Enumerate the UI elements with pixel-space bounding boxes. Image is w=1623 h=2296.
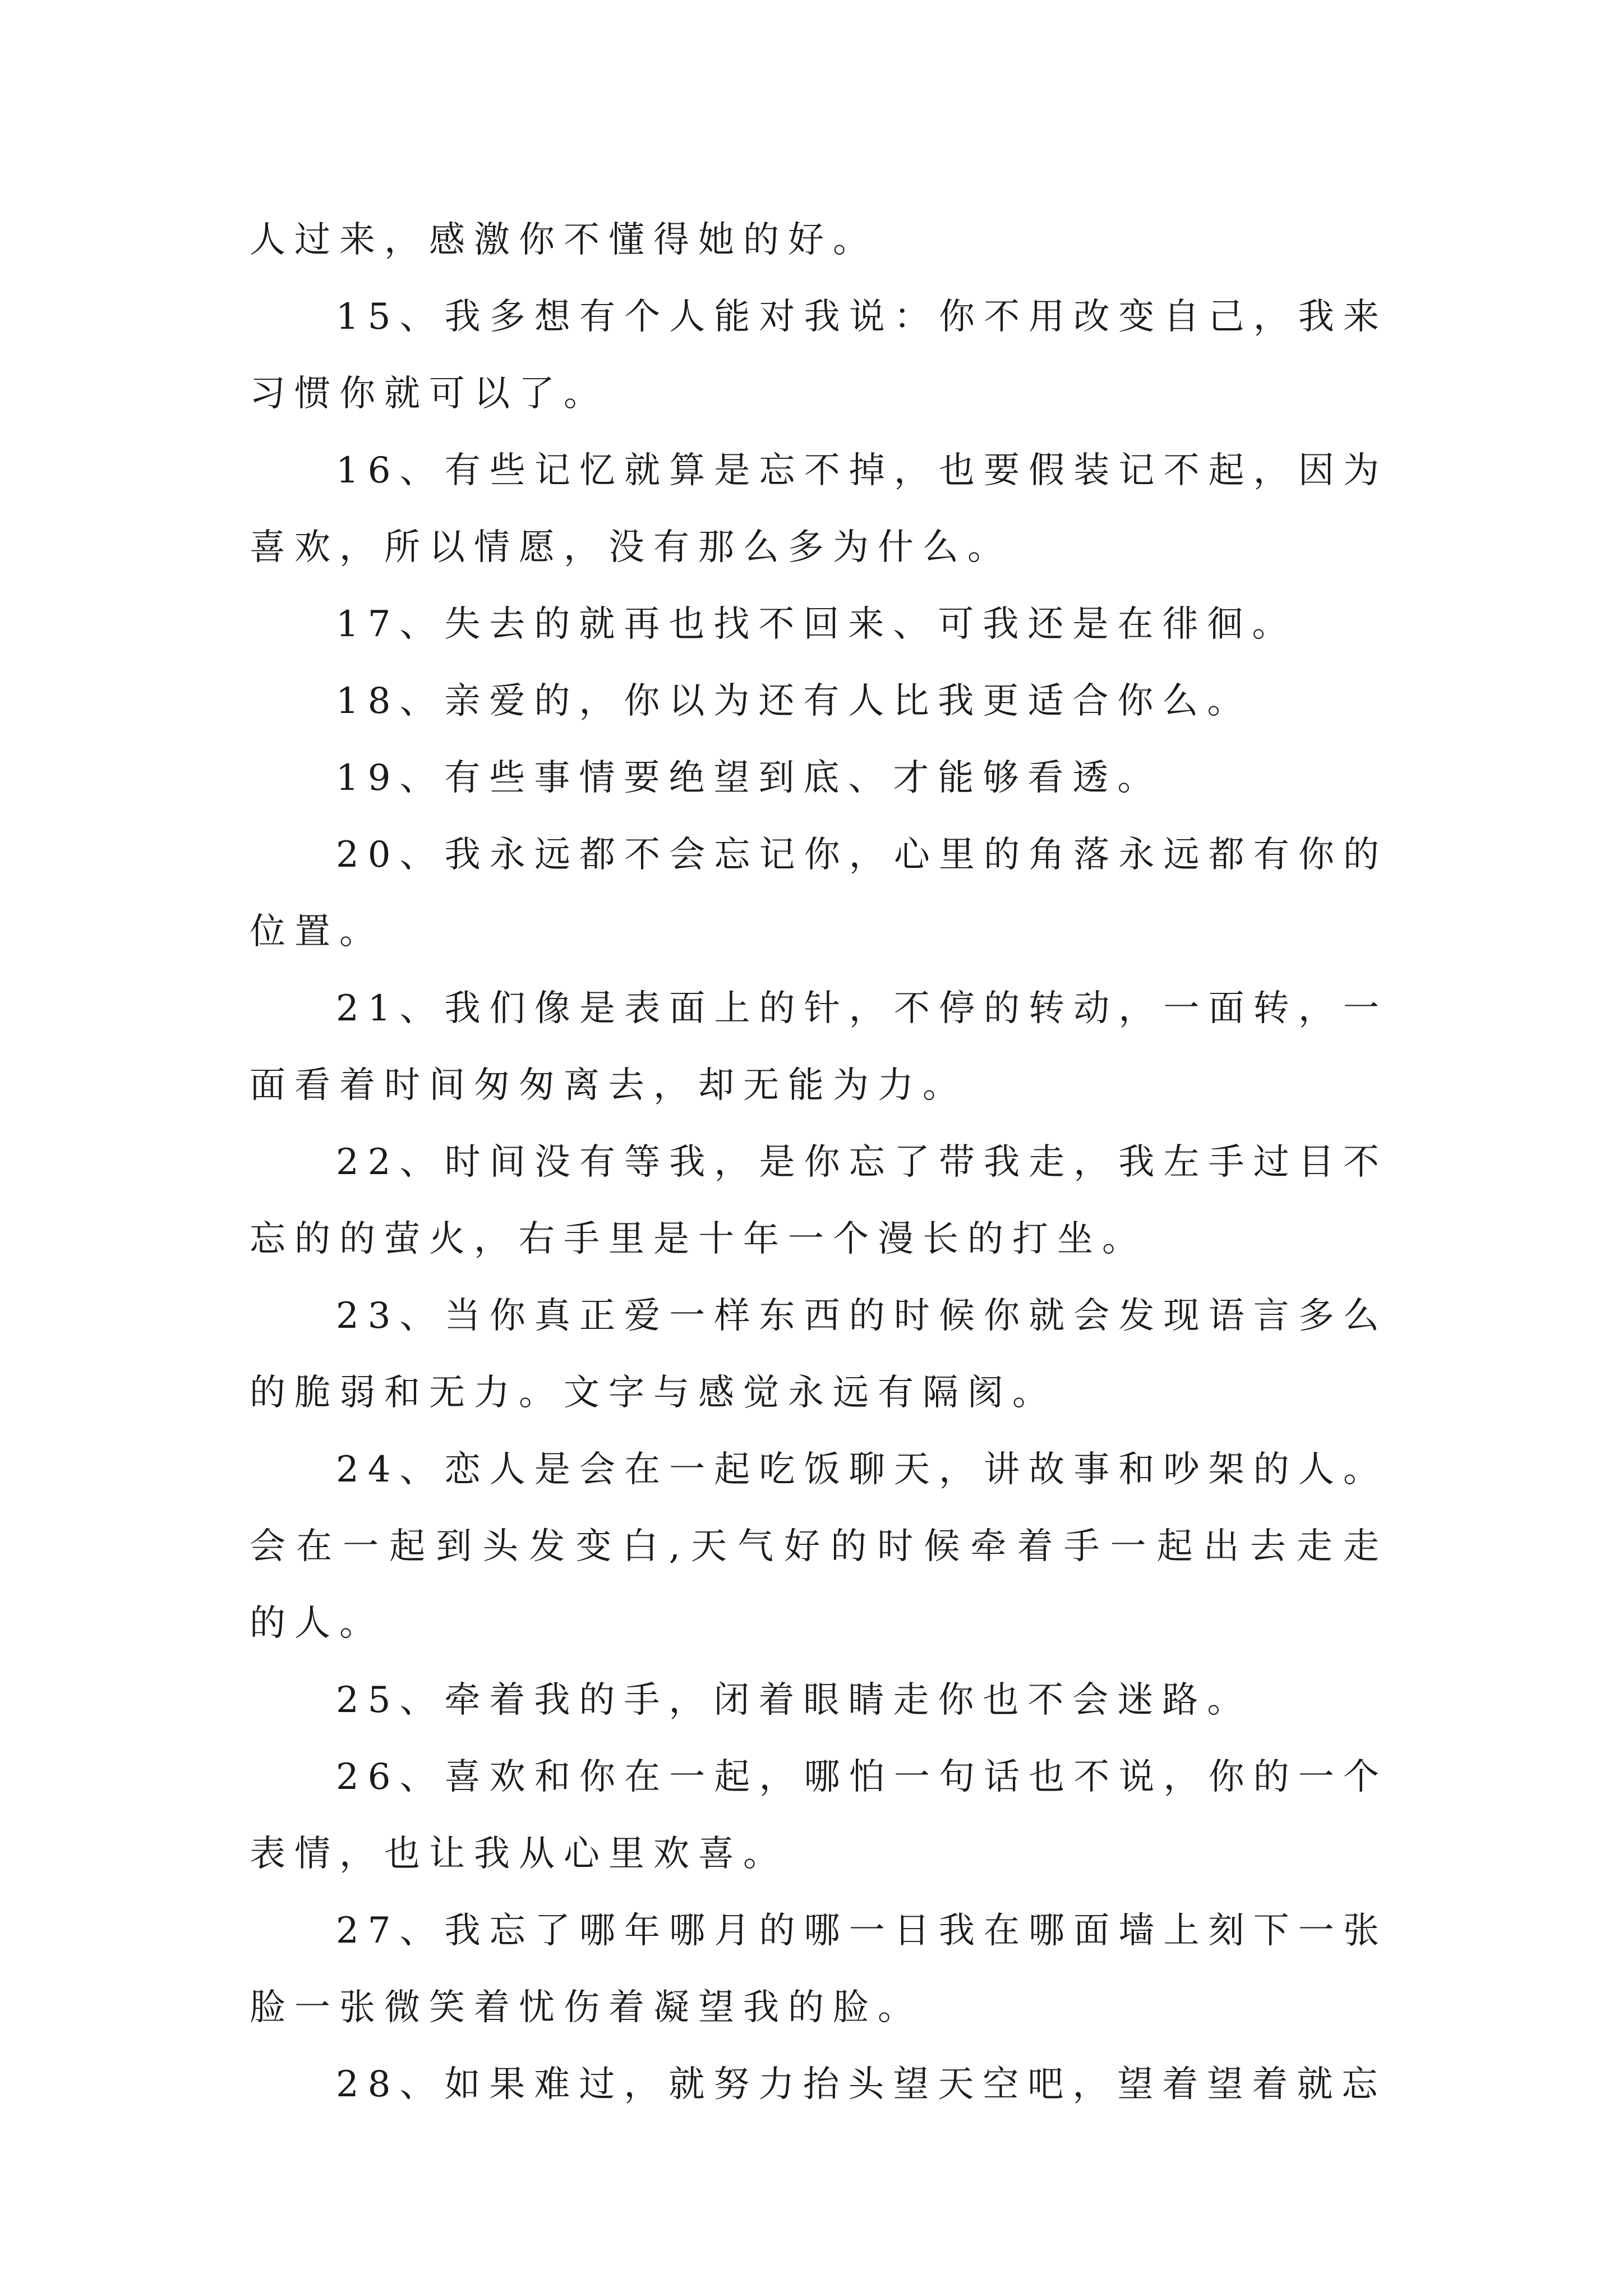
paragraph-item-20: 20、我永远都不会忘记你，心里的角落永远都有你的位置。 (250, 834, 1388, 953)
paragraph-item-25: 25、牵着我的手，闭着眼睛走你也不会迷路。 (336, 1680, 1252, 1721)
paragraph-item-15: 15、我多想有个人能对我说：你不用改变自己，我来习惯你就可以了。 (250, 296, 1388, 415)
paragraph-item-16: 16、有些记忆就算是忘不掉，也要假装记不起，因为喜欢，所以情愿，没有那么多为什么。 (250, 450, 1388, 568)
paragraph-item-18: 18、亲爱的，你以为还有人比我更适合你么。 (336, 680, 1252, 722)
paragraph-item-21: 21、我们像是表面上的针，不停的转动，一面转，一面看着时间匆匆离去，却无能为力。 (250, 988, 1388, 1106)
document-body (250, 202, 1388, 2123)
paragraph-item-23: 23、当你真正爱一样东西的时候你就会发现语言多么的脆弱和无力。文字与感觉永远有隔阂。 (250, 1295, 1388, 1414)
paragraph-continuation: 人过来，感激你不懂得她的好。 (250, 219, 878, 261)
paragraph-item-28: 28、如果难过，就努力抬头望天空吧，望着望着就忘 (336, 2064, 1387, 2105)
paragraph-item-22: 22、时间没有等我，是你忘了带我走，我左手过目不忘的的萤火，右手里是十年一个漫长的打坐。 (250, 1142, 1388, 1260)
paragraph-item-24: 24、恋人是会在一起吃饭聊天，讲故事和吵架的人。会在一起到头发变白,天气好的时候牵着手一起出去走走的人。 (250, 1449, 1388, 1644)
paragraph-item-19: 19、有些事情要绝望到底、才能够看透。 (336, 757, 1163, 799)
paragraph-item-26: 26、喜欢和你在一起，哪怕一句话也不说，你的一个表情，也让我从心里欢喜。 (250, 1756, 1388, 1875)
paragraph-item-27: 27、我忘了哪年哪月的哪一日我在哪面墙上刻下一张脸一张微笑着忧伤着凝望我的脸。 (250, 1910, 1388, 2028)
paragraph-item-17: 17、失去的就再也找不回来、可我还是在徘徊。 (336, 604, 1297, 645)
